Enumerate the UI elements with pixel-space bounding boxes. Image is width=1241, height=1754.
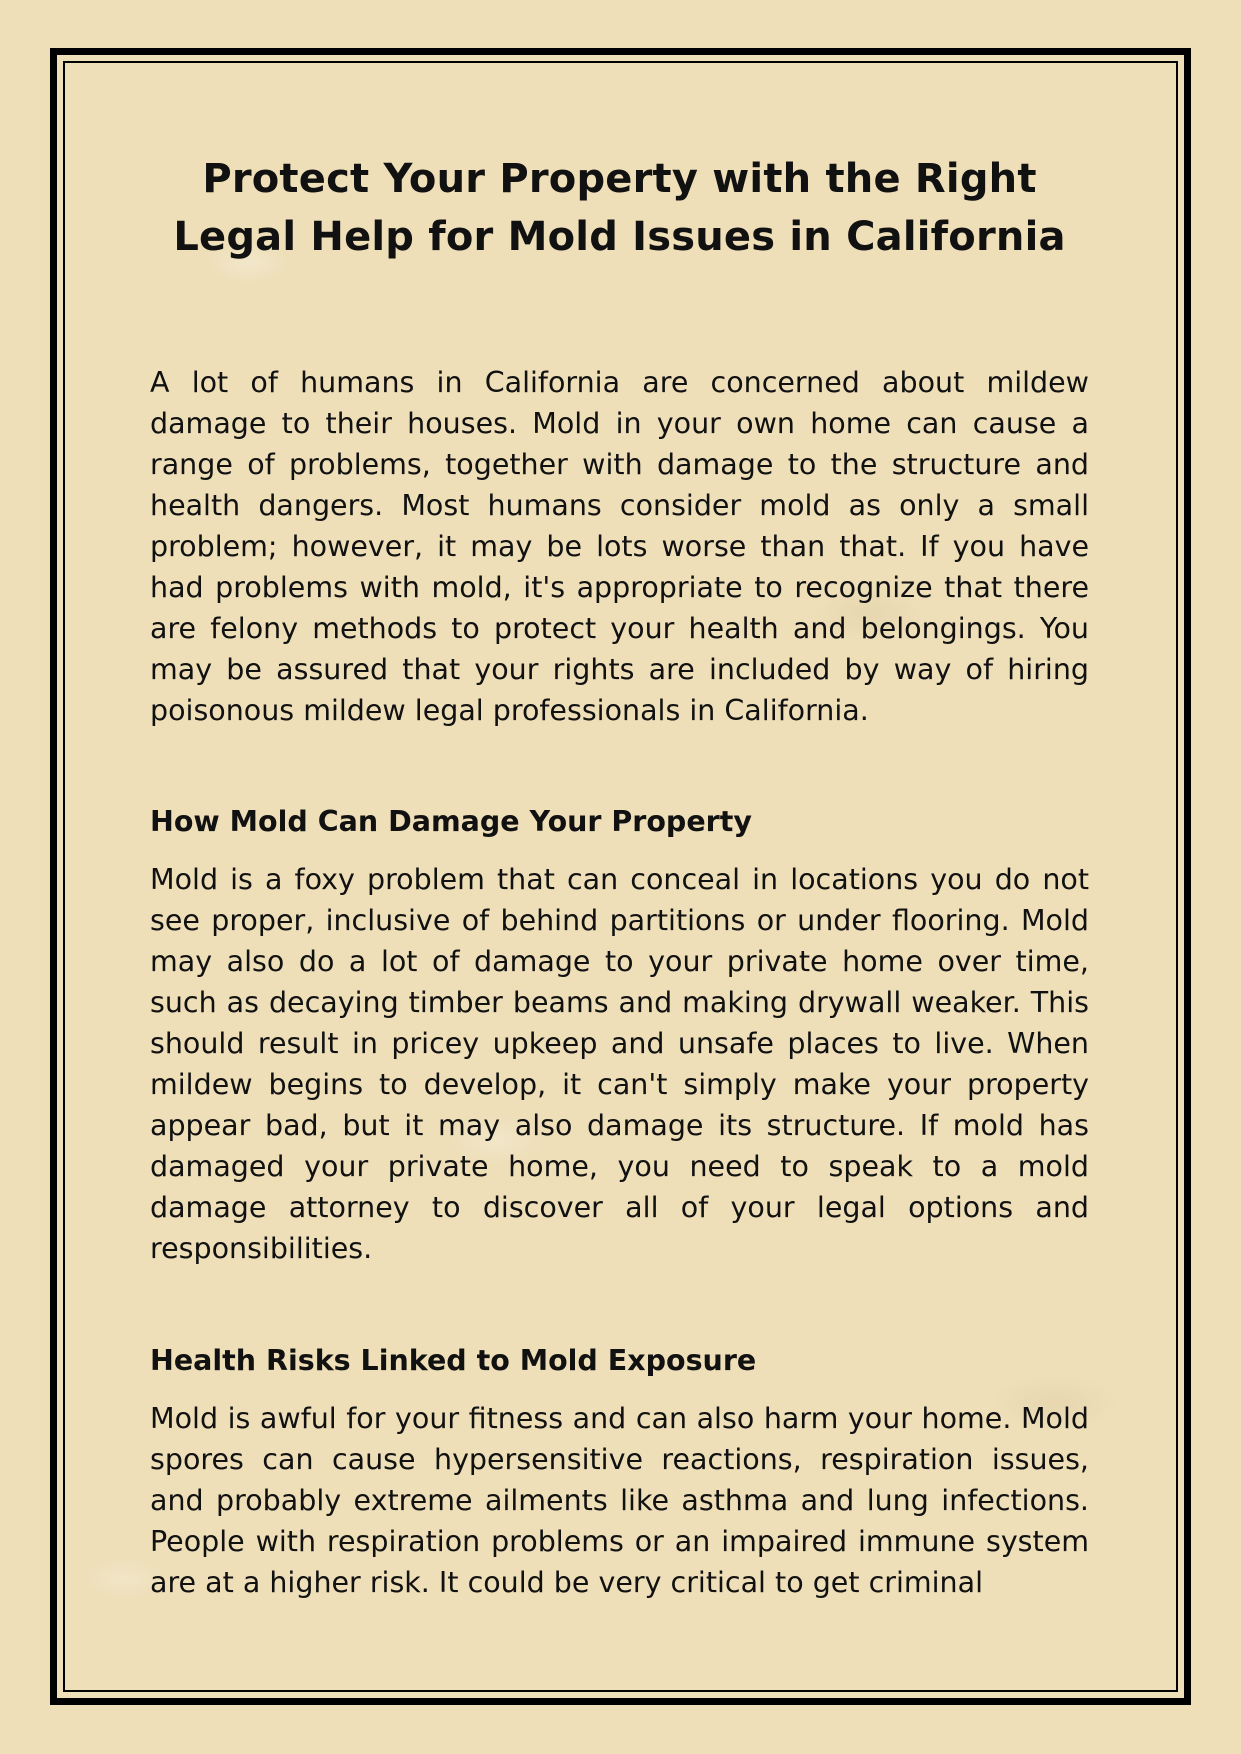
section-body-health-risks: Mold is awful for your fitness and can also harm your home. Mold spores can cause hypersensitive reactions, respiration issues, and probably extreme ailments like asthma and lung infections. People with respiration problems or an impaired immune system are at a higher risk. It could be very critical to get criminal [150,1402,1089,1599]
section-heading-health-risks: Health Risks Linked to Mold Exposure [150,1344,757,1377]
section-body-mold-damage: Mold is a foxy problem that can conceal in locations you do not see proper, inclusive of behind partitions or under flooring. Mold may also do a lot of damage to your private home over time, such as decaying timber beams and making drywall weaker. This should result in pricey upkeep and unsafe places to live. When mildew begins to develop, it can't simply make your property appear bad, but it may also damage its structure. If mold has damaged your private home, you need to speak to a mold damage attorney to discover all of your legal options and responsibilities. [150,863,1089,1265]
intro-paragraph: A lot of humans in California are concerned about mildew damage to their houses. Mold in your own home can cause a range of problems, together with damage to the structure and health dangers. Most humans consider mold as only a small problem; however, it may be lots worse than that. If you have had problems with mold, it's appropriate to recognize that there are felony methods to protect your health and belongings. You may be assured that your rights are included by way of hiring poisonous mildew legal professionals in California. [150,366,1089,727]
document-body [150,150,1089,1603]
section-heading-mold-damage: How Mold Can Damage Your Property [150,805,752,838]
document-title: Protect Your Property with the Right Legal Help for Mold Issues in California [173,156,1066,260]
